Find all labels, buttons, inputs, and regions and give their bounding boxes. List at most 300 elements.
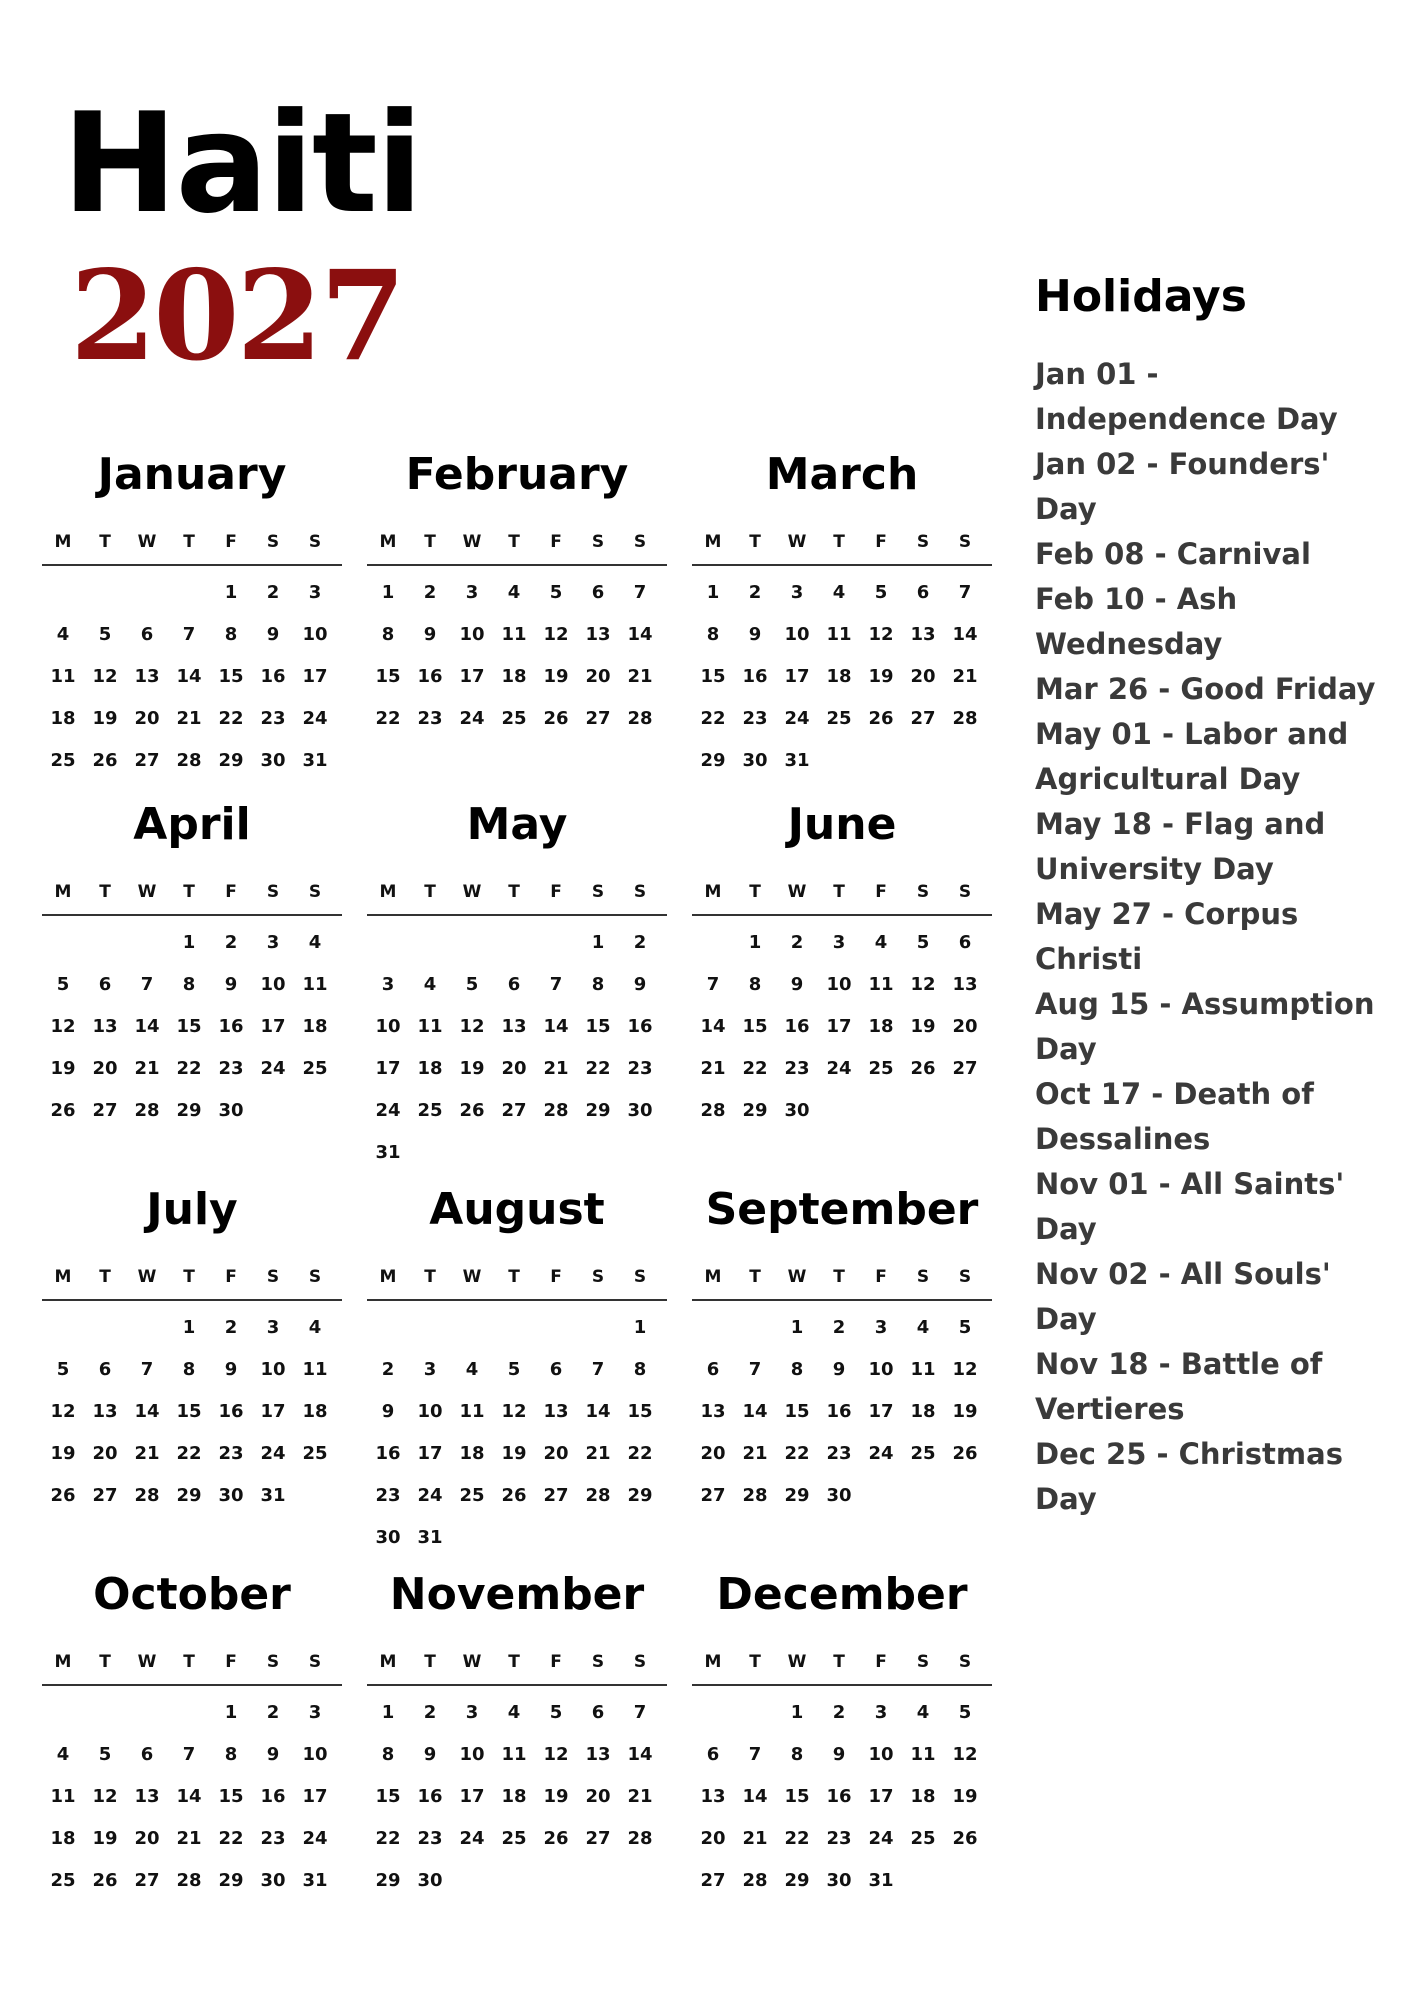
day-cell: 3 <box>381 974 395 995</box>
day-cell: 26 <box>910 1058 936 1079</box>
day-cell: 7 <box>633 1702 647 1723</box>
day-cell: 31 <box>302 750 328 771</box>
month-name: February <box>405 449 629 500</box>
day-cell: 30 <box>627 1100 653 1121</box>
day-cell: 22 <box>784 1828 810 1849</box>
day-cell: 30 <box>417 1870 443 1891</box>
day-cell: 25 <box>302 1443 328 1464</box>
day-cell: 5 <box>549 1702 563 1723</box>
day-cell: 6 <box>140 1744 154 1765</box>
day-cell: 29 <box>375 1870 401 1891</box>
empty-cell <box>535 1307 577 1349</box>
day-cell: 10 <box>302 624 328 645</box>
day-cell: 12 <box>92 666 118 687</box>
day-cell: 6 <box>549 1359 563 1380</box>
day-cell: 11 <box>302 974 328 995</box>
day-cell: 31 <box>784 750 810 771</box>
weekday-label: M <box>379 882 397 902</box>
day-cell: 18 <box>302 1016 328 1037</box>
day-cell: 12 <box>92 1786 118 1807</box>
day-cell: 9 <box>381 1401 395 1422</box>
day-cell: 28 <box>543 1100 569 1121</box>
empty-cell <box>493 922 535 964</box>
day-cell: 29 <box>218 750 244 771</box>
day-cell: 12 <box>50 1401 76 1422</box>
day-cell: 16 <box>826 1401 852 1422</box>
day-cell: 24 <box>868 1443 894 1464</box>
day-cell: 1 <box>381 1702 395 1723</box>
weekday-label: T <box>749 1652 761 1672</box>
day-cell: 8 <box>381 1744 395 1765</box>
month-november <box>367 1560 667 1902</box>
day-cell: 3 <box>790 582 804 603</box>
day-cell: 30 <box>826 1485 852 1506</box>
day-cell: 2 <box>224 932 238 953</box>
day-cell: 10 <box>868 1744 894 1765</box>
weekday-label: T <box>183 532 195 552</box>
day-cell: 15 <box>218 666 244 687</box>
day-cell: 2 <box>423 582 437 603</box>
day-cell: 28 <box>627 708 653 729</box>
month-december <box>692 1560 992 1902</box>
day-cell: 27 <box>910 708 936 729</box>
day-cell: 7 <box>706 974 720 995</box>
empty-cell <box>451 922 493 964</box>
day-cell: 22 <box>585 1058 611 1079</box>
day-cell: 8 <box>182 974 196 995</box>
weekday-label: S <box>308 882 322 902</box>
day-cell: 1 <box>748 932 762 953</box>
day-cell: 2 <box>633 932 647 953</box>
day-cell: 16 <box>627 1016 653 1037</box>
weekday-label: W <box>462 1267 482 1287</box>
day-cell: 14 <box>176 666 202 687</box>
day-cell: 30 <box>826 1870 852 1891</box>
month-february <box>367 440 667 740</box>
weekday-header <box>367 1255 667 1301</box>
day-cell: 24 <box>826 1058 852 1079</box>
day-cell: 17 <box>868 1401 894 1422</box>
weekday-label: F <box>225 1267 237 1287</box>
day-cell: 14 <box>134 1401 160 1422</box>
day-cell: 17 <box>375 1058 401 1079</box>
weekday-label: S <box>266 532 280 552</box>
day-cell: 7 <box>140 1359 154 1380</box>
day-cell: 17 <box>868 1786 894 1807</box>
day-cell: 13 <box>585 1744 611 1765</box>
day-cell: 11 <box>910 1359 936 1380</box>
day-cell: 7 <box>182 624 196 645</box>
weekday-header <box>692 520 992 566</box>
month-name: March <box>765 449 919 500</box>
day-cell: 2 <box>423 1702 437 1723</box>
day-cell: 3 <box>874 1317 888 1338</box>
day-cell: 20 <box>92 1058 118 1079</box>
empty-cell <box>577 1307 619 1349</box>
day-cell: 3 <box>874 1702 888 1723</box>
day-cell: 4 <box>56 624 70 645</box>
day-cell: 12 <box>910 974 936 995</box>
weekday-label: W <box>137 532 157 552</box>
day-cell: 28 <box>742 1485 768 1506</box>
day-cell: 18 <box>302 1401 328 1422</box>
day-cell: 22 <box>700 708 726 729</box>
day-cell: 21 <box>627 666 653 687</box>
day-cell: 5 <box>916 932 930 953</box>
day-cell: 2 <box>832 1702 846 1723</box>
empty-cell <box>692 922 734 964</box>
holiday-item: Feb 10 - Ash Wednesday <box>1035 582 1238 661</box>
day-cell: 7 <box>549 974 563 995</box>
day-cell: 22 <box>742 1058 768 1079</box>
empty-cell <box>42 572 84 614</box>
day-cell: 9 <box>224 1359 238 1380</box>
day-cell: 6 <box>98 1359 112 1380</box>
weekday-header <box>367 520 667 566</box>
day-cell: 18 <box>868 1016 894 1037</box>
day-cell: 25 <box>417 1100 443 1121</box>
empty-cell <box>168 1692 210 1734</box>
day-cell: 5 <box>549 582 563 603</box>
day-cell: 5 <box>874 582 888 603</box>
weekday-label: W <box>462 1652 482 1672</box>
weekday-label: T <box>749 532 761 552</box>
day-cell: 15 <box>585 1016 611 1037</box>
day-cell: 25 <box>868 1058 894 1079</box>
day-cell: 2 <box>266 1702 280 1723</box>
day-cell: 27 <box>134 750 160 771</box>
weekday-label: T <box>424 1652 436 1672</box>
weekday-label: M <box>704 882 722 902</box>
day-cell: 29 <box>784 1485 810 1506</box>
day-cell: 17 <box>784 666 810 687</box>
holiday-item: Nov 01 - All Saints' Day <box>1035 1167 1345 1246</box>
day-cell: 3 <box>832 932 846 953</box>
day-cell: 30 <box>218 1485 244 1506</box>
day-cell: 27 <box>585 708 611 729</box>
day-cell: 14 <box>627 1744 653 1765</box>
day-cell: 19 <box>459 1058 485 1079</box>
day-cell: 25 <box>910 1828 936 1849</box>
weekday-label: T <box>183 1652 195 1672</box>
day-cell: 20 <box>134 708 160 729</box>
day-cell: 9 <box>266 1744 280 1765</box>
day-cell: 16 <box>375 1443 401 1464</box>
day-cell: 20 <box>585 666 611 687</box>
day-cell: 26 <box>952 1828 978 1849</box>
day-cell: 3 <box>465 1702 479 1723</box>
day-cell: 25 <box>459 1485 485 1506</box>
weekday-label: T <box>99 532 111 552</box>
weekday-header <box>692 1255 992 1301</box>
day-cell: 19 <box>92 1828 118 1849</box>
empty-cell <box>409 922 451 964</box>
day-cell: 27 <box>952 1058 978 1079</box>
day-cell: 1 <box>633 1317 647 1338</box>
weekday-label: S <box>308 1267 322 1287</box>
empty-cell <box>692 1692 734 1734</box>
weekday-label: T <box>424 532 436 552</box>
day-cell: 31 <box>260 1485 286 1506</box>
day-cell: 13 <box>700 1401 726 1422</box>
day-cell: 9 <box>633 974 647 995</box>
day-cell: 28 <box>134 1100 160 1121</box>
day-cell: 19 <box>910 1016 936 1037</box>
day-cell: 1 <box>182 932 196 953</box>
day-cell: 19 <box>868 666 894 687</box>
day-grid <box>692 1307 992 1517</box>
day-cell: 3 <box>308 582 322 603</box>
day-cell: 21 <box>742 1443 768 1464</box>
day-cell: 11 <box>910 1744 936 1765</box>
weekday-label: M <box>54 882 72 902</box>
day-cell: 16 <box>784 1016 810 1037</box>
weekday-label: W <box>787 532 807 552</box>
weekday-label: F <box>875 532 887 552</box>
day-cell: 23 <box>627 1058 653 1079</box>
day-cell: 10 <box>459 624 485 645</box>
day-cell: 10 <box>260 1359 286 1380</box>
day-cell: 10 <box>826 974 852 995</box>
day-cell: 9 <box>224 974 238 995</box>
day-cell: 14 <box>742 1401 768 1422</box>
day-cell: 14 <box>543 1016 569 1037</box>
day-cell: 18 <box>417 1058 443 1079</box>
month-name: October <box>93 1569 291 1620</box>
day-cell: 4 <box>308 1317 322 1338</box>
weekday-label: W <box>462 532 482 552</box>
day-cell: 7 <box>182 1744 196 1765</box>
day-cell: 1 <box>706 582 720 603</box>
weekday-label: T <box>183 1267 195 1287</box>
day-cell: 8 <box>706 624 720 645</box>
weekday-label: T <box>99 1652 111 1672</box>
day-cell: 24 <box>459 708 485 729</box>
day-cell: 13 <box>952 974 978 995</box>
day-cell: 8 <box>224 624 238 645</box>
weekday-label: M <box>54 532 72 552</box>
day-cell: 8 <box>591 974 605 995</box>
day-cell: 12 <box>952 1359 978 1380</box>
day-cell: 23 <box>784 1058 810 1079</box>
day-cell: 9 <box>266 624 280 645</box>
day-grid <box>692 572 992 782</box>
day-cell: 4 <box>465 1359 479 1380</box>
day-grid <box>42 1692 342 1902</box>
weekday-label: M <box>379 1652 397 1672</box>
day-cell: 21 <box>543 1058 569 1079</box>
day-cell: 9 <box>832 1359 846 1380</box>
day-cell: 19 <box>952 1786 978 1807</box>
weekday-label: S <box>958 532 972 552</box>
day-cell: 10 <box>784 624 810 645</box>
empty-cell <box>692 1307 734 1349</box>
day-cell: 18 <box>501 666 527 687</box>
day-cell: 11 <box>826 624 852 645</box>
day-cell: 15 <box>176 1016 202 1037</box>
day-cell: 15 <box>375 666 401 687</box>
day-cell: 11 <box>417 1016 443 1037</box>
day-cell: 10 <box>260 974 286 995</box>
day-cell: 12 <box>459 1016 485 1037</box>
day-cell: 31 <box>302 1870 328 1891</box>
day-cell: 27 <box>700 1870 726 1891</box>
day-cell: 13 <box>910 624 936 645</box>
day-cell: 11 <box>50 1786 76 1807</box>
day-cell: 29 <box>585 1100 611 1121</box>
day-cell: 22 <box>176 1443 202 1464</box>
day-cell: 23 <box>218 1058 244 1079</box>
weekday-label: F <box>550 532 562 552</box>
day-cell: 4 <box>423 974 437 995</box>
day-cell: 18 <box>501 1786 527 1807</box>
weekday-label: F <box>550 882 562 902</box>
weekday-label: T <box>424 1267 436 1287</box>
weekday-label: T <box>183 882 195 902</box>
day-cell: 5 <box>958 1702 972 1723</box>
day-cell: 31 <box>868 1870 894 1891</box>
empty-cell <box>42 1692 84 1734</box>
day-cell: 25 <box>302 1058 328 1079</box>
weekday-label: T <box>508 882 520 902</box>
day-cell: 7 <box>958 582 972 603</box>
day-cell: 24 <box>868 1828 894 1849</box>
day-cell: 1 <box>182 1317 196 1338</box>
day-cell: 19 <box>501 1443 527 1464</box>
day-cell: 18 <box>459 1443 485 1464</box>
day-cell: 13 <box>543 1401 569 1422</box>
holiday-item: Feb 08 - Carnival <box>1035 537 1311 571</box>
day-cell: 4 <box>874 932 888 953</box>
holiday-item: Dec 25 - Christmas Day <box>1035 1437 1343 1516</box>
day-cell: 13 <box>700 1786 726 1807</box>
holiday-item: Oct 17 - Death of Dessalines <box>1035 1077 1314 1156</box>
day-cell: 23 <box>826 1828 852 1849</box>
day-cell: 21 <box>700 1058 726 1079</box>
day-cell: 19 <box>50 1443 76 1464</box>
day-cell: 18 <box>910 1401 936 1422</box>
weekday-label: F <box>225 532 237 552</box>
day-cell: 12 <box>501 1401 527 1422</box>
day-grid <box>42 572 342 782</box>
day-cell: 6 <box>706 1744 720 1765</box>
day-cell: 26 <box>501 1485 527 1506</box>
day-cell: 22 <box>375 708 401 729</box>
day-cell: 25 <box>50 1870 76 1891</box>
day-cell: 23 <box>375 1485 401 1506</box>
empty-cell <box>493 1307 535 1349</box>
day-cell: 19 <box>952 1401 978 1422</box>
weekday-label: S <box>308 1652 322 1672</box>
day-cell: 8 <box>748 974 762 995</box>
empty-cell <box>168 572 210 614</box>
day-cell: 27 <box>92 1485 118 1506</box>
day-cell: 5 <box>98 1744 112 1765</box>
day-cell: 10 <box>417 1401 443 1422</box>
weekday-label: T <box>424 882 436 902</box>
day-cell: 13 <box>134 666 160 687</box>
day-cell: 15 <box>218 1786 244 1807</box>
day-cell: 20 <box>543 1443 569 1464</box>
day-cell: 4 <box>308 932 322 953</box>
day-cell: 14 <box>700 1016 726 1037</box>
weekday-label: T <box>508 532 520 552</box>
day-cell: 30 <box>742 750 768 771</box>
day-cell: 2 <box>748 582 762 603</box>
day-cell: 23 <box>260 708 286 729</box>
weekday-label: W <box>137 882 157 902</box>
month-name: May <box>466 799 568 850</box>
day-cell: 26 <box>543 1828 569 1849</box>
day-cell: 20 <box>134 1828 160 1849</box>
day-cell: 3 <box>266 1317 280 1338</box>
day-cell: 27 <box>501 1100 527 1121</box>
day-cell: 19 <box>50 1058 76 1079</box>
day-grid <box>367 1307 667 1559</box>
day-cell: 16 <box>218 1016 244 1037</box>
day-cell: 20 <box>952 1016 978 1037</box>
day-cell: 1 <box>224 1702 238 1723</box>
day-cell: 1 <box>591 932 605 953</box>
weekday-label: T <box>99 882 111 902</box>
day-cell: 11 <box>501 1744 527 1765</box>
holiday-item: Nov 02 - All Souls' Day <box>1035 1257 1331 1336</box>
weekday-header <box>42 1255 342 1301</box>
day-cell: 21 <box>585 1443 611 1464</box>
day-cell: 25 <box>50 750 76 771</box>
day-cell: 10 <box>375 1016 401 1037</box>
empty-cell <box>367 1307 409 1349</box>
day-cell: 28 <box>176 750 202 771</box>
day-cell: 16 <box>417 666 443 687</box>
day-cell: 12 <box>543 624 569 645</box>
month-may <box>367 790 667 1174</box>
day-grid <box>42 922 342 1132</box>
holiday-item: May 27 - Corpus Christi <box>1035 897 1299 976</box>
day-cell: 26 <box>92 750 118 771</box>
day-cell: 24 <box>784 708 810 729</box>
day-cell: 30 <box>260 750 286 771</box>
day-cell: 13 <box>134 1786 160 1807</box>
day-cell: 2 <box>381 1359 395 1380</box>
day-cell: 6 <box>507 974 521 995</box>
day-cell: 26 <box>50 1485 76 1506</box>
month-name: November <box>389 1569 645 1620</box>
holiday-item: May 01 - Labor and Agricultural Day <box>1035 717 1349 796</box>
weekday-label: F <box>875 882 887 902</box>
day-cell: 16 <box>826 1786 852 1807</box>
month-august <box>367 1175 667 1559</box>
weekday-label: S <box>916 532 930 552</box>
day-cell: 4 <box>916 1317 930 1338</box>
weekday-label: F <box>225 1652 237 1672</box>
day-cell: 26 <box>868 708 894 729</box>
day-cell: 22 <box>375 1828 401 1849</box>
day-cell: 29 <box>176 1100 202 1121</box>
weekday-label: W <box>787 1267 807 1287</box>
day-cell: 11 <box>868 974 894 995</box>
holiday-item: Nov 18 - Battle of Vertieres <box>1035 1347 1323 1426</box>
day-cell: 29 <box>784 1870 810 1891</box>
empty-cell <box>126 1692 168 1734</box>
weekday-label: S <box>958 882 972 902</box>
weekday-label: S <box>633 882 647 902</box>
day-cell: 2 <box>832 1317 846 1338</box>
day-cell: 1 <box>381 582 395 603</box>
day-cell: 9 <box>748 624 762 645</box>
weekday-label: S <box>266 1267 280 1287</box>
day-cell: 30 <box>218 1100 244 1121</box>
